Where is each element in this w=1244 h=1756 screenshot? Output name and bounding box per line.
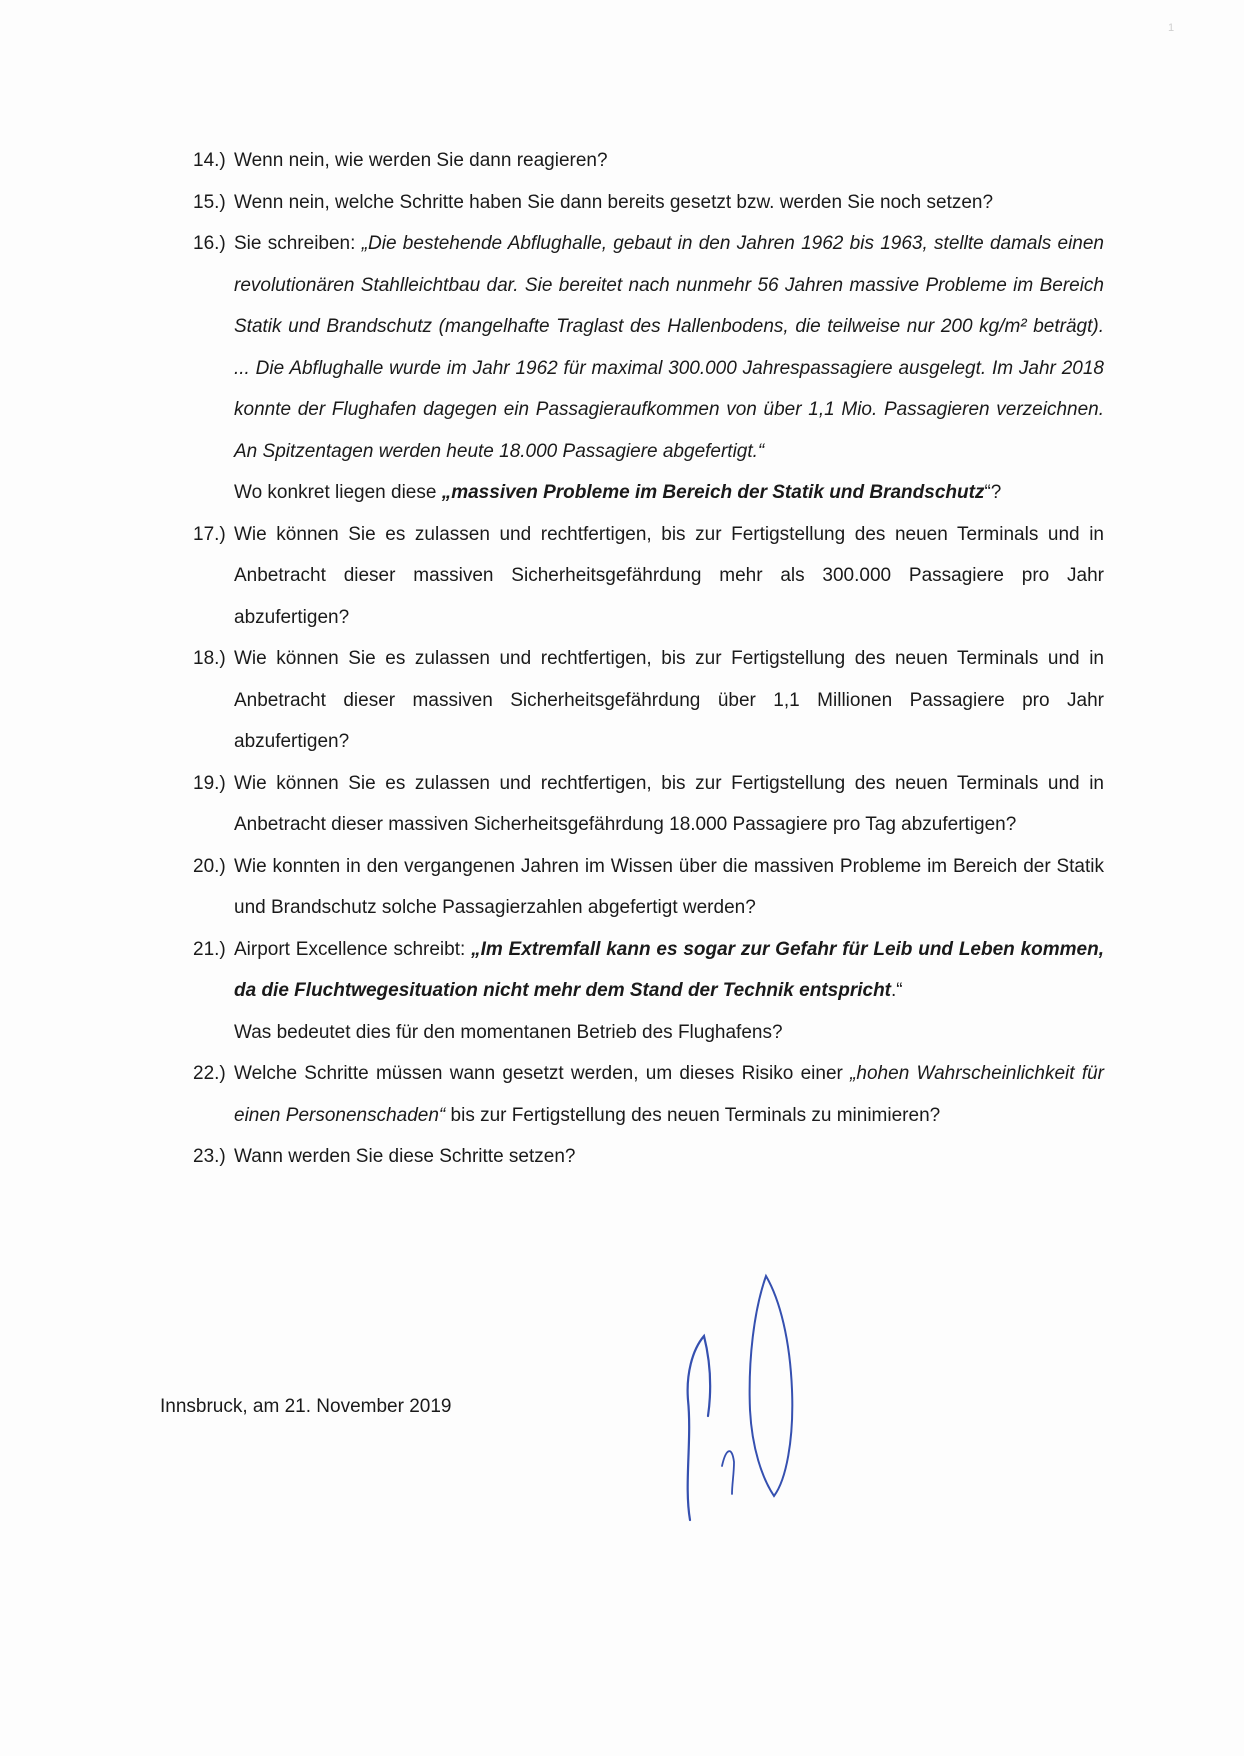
signature-stroke: [688, 1336, 710, 1520]
signature-stroke: [750, 1276, 793, 1496]
question-text: Wie konnten in den vergangenen Jahren im Wissen über die massiven Probleme im Bereich der Statik und Brandschutz solche Passagierzahlen abgefertigt werden?: [234, 855, 1104, 918]
question-number: 22.): [193, 1063, 226, 1084]
question-text: Wenn nein, welche Schritte haben Sie dann bereits gesetzt bzw. werden Sie noch setzen?: [234, 191, 994, 213]
place-and-date: Innsbruck, am 21. November 2019: [160, 1396, 452, 1417]
question-text: Wie können Sie es zulassen und rechtfertigen, bis zur Fertigstellung des neuen Terminals und in Anbetracht dieser massiven Sicherheitsgefährdung über 1,1 Millionen Passagiere pro Jahr abzufertigen?: [234, 648, 1104, 752]
followup-emphasis: „massiven Probleme im Bereich der Statik und Brandschutz: [441, 482, 985, 503]
question-number: 20.): [193, 855, 226, 877]
followup-suffix: “?: [984, 482, 1002, 503]
question-number: 16.): [193, 233, 226, 254]
question-21-followup: Was bedeutet dies für den momentanen Betrieb des Flughafens?: [234, 1021, 783, 1043]
followup-prefix: Wo konkret liegen diese: [234, 482, 442, 503]
question-16: [193, 223, 1104, 472]
quote-end: .“: [891, 980, 903, 1001]
quoted-passage: „Im Extremfall kann es sogar zur Gefahr für Leib und Leben kommen, da die Fluchtwegesituation nicht mehr dem Stand der Technik entspricht: [234, 938, 1104, 1001]
question-number: 14.): [193, 150, 226, 171]
question-prefix: Airport Excellence schreibt:: [234, 938, 472, 960]
question-20: [193, 846, 1104, 929]
question-23: [193, 1136, 1104, 1178]
question-text: Wie können Sie es zulassen und rechtfertigen, bis zur Fertigstellung des neuen Terminals und in Anbetracht dieser massiven Sicherheitsgefährdung mehr als 300.000 Passagiere pro Jahr abzufertigen?: [234, 523, 1104, 628]
question-suffix: bis zur Fertigstellung des neuen Terminals zu minimieren?: [445, 1104, 941, 1126]
question-19: [193, 763, 1104, 846]
question-number: 15.): [193, 191, 226, 213]
quoted-passage: „Die bestehende Abflughalle, gebaut in den Jahren 1962 bis 1963, stellte damals einen revolutionären Stahlleichtbau dar. Sie bereitet nach nunmehr 56 Jahren massive Probleme im Bereich Statik und Brandschutz (mangelhafte Traglast des Hallenbodens, die teilweise nur 200 kg/m² beträgt). ... Die Abflughalle wurde im Jahr 1962 für maximal 300.000 Jahrespassagiere ausgelegt. Im Jahr 2018 konnte der Flughafen dagegen ein Passagieraufkommen von über 1,1 Mio. Passagieren verzeichnen. An Spitzentagen werden heute 18.000 Passagiere abgefertigt.“: [234, 233, 1104, 462]
question-text: Wenn nein, wie werden Sie dann reagieren?: [234, 150, 608, 171]
question-17: [193, 514, 1104, 639]
question-number: 18.): [193, 648, 226, 669]
question-18: [193, 638, 1104, 763]
question-number: 21.): [193, 938, 226, 960]
question-number: 19.): [193, 772, 226, 794]
question-prefix: Welche Schritte müssen wann gesetzt werden, um dieses Risiko einer: [234, 1063, 851, 1084]
page-corner-mark: 1: [1168, 22, 1175, 34]
question-21: [193, 929, 1104, 1012]
question-text: Wann werden Sie diese Schritte setzen?: [234, 1146, 576, 1167]
question-number: 23.): [193, 1146, 226, 1167]
question-list: [193, 140, 1104, 1178]
handwritten-signature: [670, 1270, 820, 1540]
signature-stroke: [722, 1451, 734, 1494]
question-15: [193, 182, 1104, 224]
question-14: [193, 140, 1104, 182]
question-16-followup: [196, 472, 1104, 514]
question-prefix: Sie schreiben:: [234, 233, 362, 254]
quoted-passage: „hohen Wahrscheinlichkeit für einen Personenschaden“: [234, 1063, 1104, 1126]
question-22: [193, 1053, 1104, 1136]
question-text: Wie können Sie es zulassen und rechtfertigen, bis zur Fertigstellung des neuen Terminals und in Anbetracht dieser massiven Sicherheitsgefährdung 18.000 Passagiere pro Tag abzufertigen?: [234, 772, 1104, 835]
question-number: 17.): [193, 523, 226, 545]
